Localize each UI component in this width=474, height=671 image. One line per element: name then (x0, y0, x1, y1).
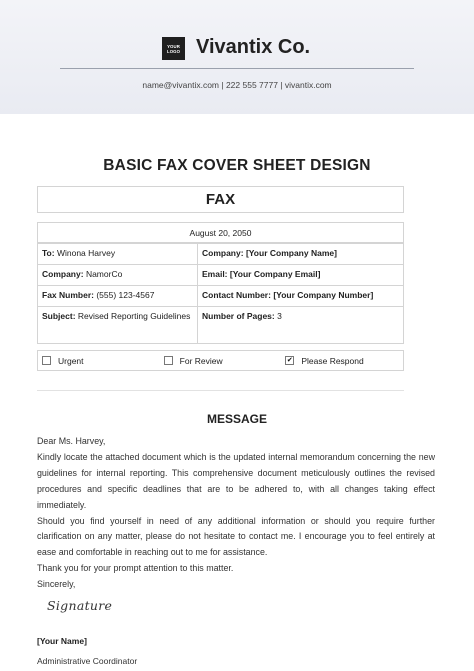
checkbox-empty-icon[interactable] (42, 356, 51, 365)
page-title: BASIC FAX COVER SHEET DESIGN (103, 157, 371, 174)
checkbox-empty-icon[interactable] (164, 356, 173, 365)
company-to-field: Company: NamorCo (38, 265, 198, 286)
email-field: Email: [Your Company Email] (198, 265, 404, 286)
signature-image: Signature (47, 598, 113, 613)
checkbox-urgent[interactable]: Urgent (38, 351, 160, 370)
company-from-field: Company: [Your Company Name] (198, 244, 404, 265)
fax-date: August 20, 2050 (37, 222, 404, 243)
message-paragraph: Should you find yourself in need of any additional information or should you require further clarification on any matter, please do not hesitate to contact me. I encourage you to feel entirely at ease and comfortable in reaching out to me for assistance. (37, 515, 435, 558)
sender-role: Administrative Coordinator (37, 656, 138, 666)
company-logo: YOUR LOGO (162, 37, 185, 60)
contact-info: name@vivantix.com | 222 555 7777 | vivantix.com (142, 80, 332, 90)
message-paragraph: Thank you for your prompt attention to this matter. (37, 563, 234, 574)
checkmark-icon[interactable]: ✔ (286, 357, 293, 364)
message-paragraph: Kindly locate the attached document which is the updated internal memorandum concerning the new guidelines for internal reporting. This comprehensive document meticulously outlines the revised procedures and specific deadlines that are to be adhered to, with all changes taking effect immediately. (37, 451, 435, 510)
to-field: To: Winona Harvey (38, 244, 198, 265)
priority-checkboxes (37, 350, 404, 371)
letterhead (0, 0, 474, 114)
contact-number-field: Contact Number: [Your Company Number] (198, 286, 404, 307)
fax-number-field: Fax Number: (555) 123-4567 (38, 286, 198, 307)
greeting: Dear Ms. Harvey, (37, 436, 106, 446)
subject-field: Subject: Revised Reporting Guidelines (38, 307, 198, 344)
checkbox-for-review[interactable]: For Review (160, 351, 282, 370)
pages-field: Number of Pages: 3 (198, 307, 404, 344)
message-heading: MESSAGE (206, 412, 267, 426)
sender-name: [Your Name] (37, 636, 87, 646)
closing: Sincerely, (37, 579, 76, 590)
message-body (37, 434, 435, 593)
section-divider (37, 390, 404, 391)
company-name: Vivantix Co. (196, 36, 311, 58)
fax-details-table (37, 243, 404, 344)
fax-heading: FAX (37, 186, 404, 213)
header-divider (60, 68, 414, 69)
checkbox-please-respond[interactable]: ✔ Please Respond (286, 355, 364, 366)
